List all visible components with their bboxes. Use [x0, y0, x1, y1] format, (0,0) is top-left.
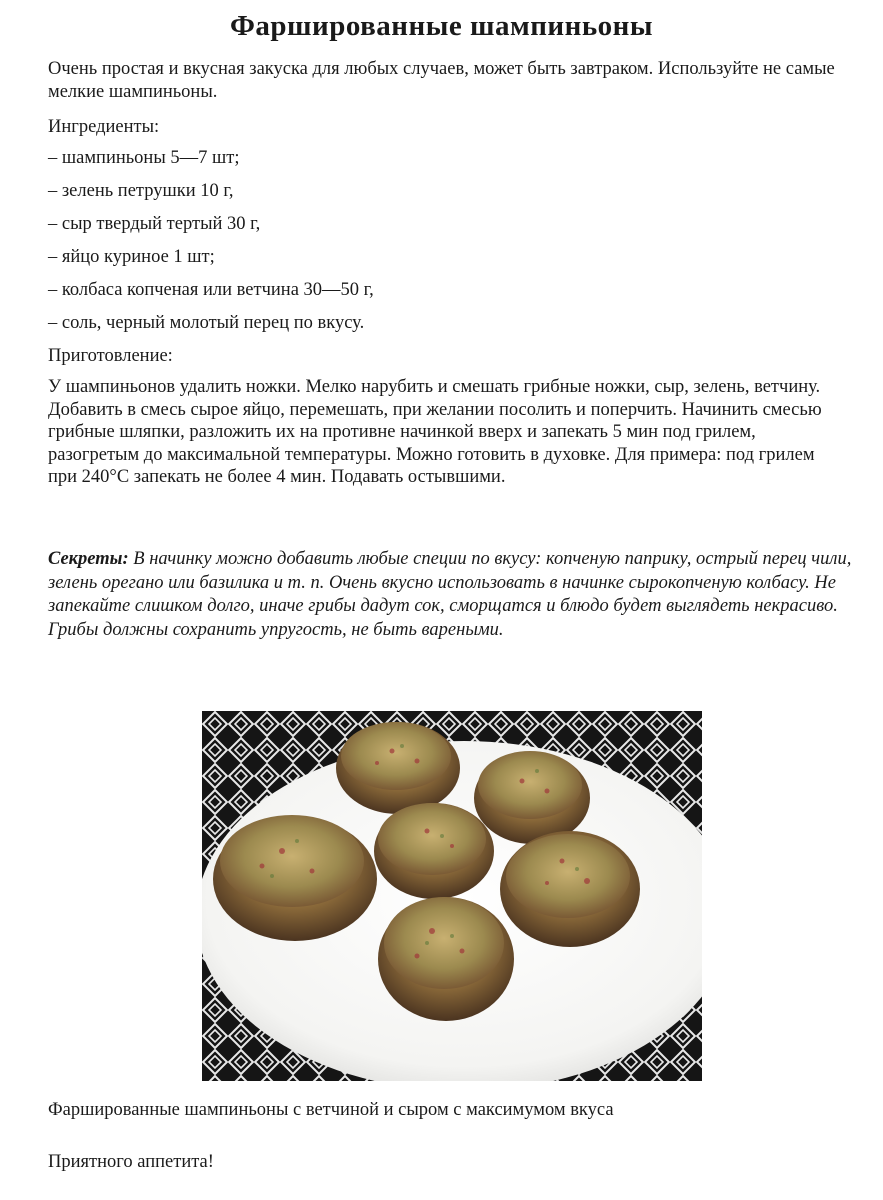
- secrets-text: В начинку можно добавить любые специи по вкусу: копченую паприку, острый перец чили, зелень орегано или базилика и т. п. Очень вкусно использовать в начинке сырокопченую колбасу. Не запекайте слишком долго, иначе грибы дадут сок, сморщатся и блюдо будет выглядеть некрасиво. Грибы должны сохранить упругость, не быть вареными.: [48, 549, 852, 640]
- stuffed-mushrooms-photo: [202, 711, 702, 1081]
- ingredient-item: – зелень петрушки 10 г,: [48, 181, 234, 201]
- ingredient-item: – сыр твердый тертый 30 г,: [48, 214, 261, 234]
- ingredient-item: – соль, черный молотый перец по вкусу.: [48, 313, 365, 333]
- recipe-title: Фаршированные шампиньоны: [229, 10, 654, 42]
- intro-paragraph: Очень простая и вкусная закуска для любых случаев, может быть завтраком. Используйте не самые мелкие шампиньоны.: [48, 59, 835, 102]
- ingredients-heading: Ингредиенты:: [48, 117, 160, 137]
- ingredient-item: – яйцо куриное 1 шт;: [48, 247, 215, 267]
- closing-line: Приятного аппетита!: [48, 1152, 214, 1172]
- preparation-heading: Приготовление:: [48, 346, 173, 366]
- ingredient-item: – колбаса копченая или ветчина 30—50 г,: [48, 280, 374, 300]
- preparation-paragraph: У шампиньонов удалить ножки. Мелко нарубить и смешать грибные ножки, сыр, зелень, ветчину. Добавить в смесь сырое яйцо, перемешать, при желании посолить и поперчить. Начинить смесью грибные шляпки, разложить их на противне начинкой вверх и запекать 5 мин под грилем, разогретым до максимальной температуры. Можно готовить в духовке. Для примера: под грилем при 240°С запекать не более 4 мин. Подавать остывшими.: [48, 377, 822, 487]
- secrets-label: Секреты:: [48, 549, 129, 569]
- secrets-paragraph: [48, 548, 858, 642]
- photo-caption: Фаршированные шампиньоны с ветчиной и сыром с максимумом вкуса: [48, 1100, 614, 1120]
- ingredient-item: – шампиньоны 5—7 шт;: [48, 148, 240, 168]
